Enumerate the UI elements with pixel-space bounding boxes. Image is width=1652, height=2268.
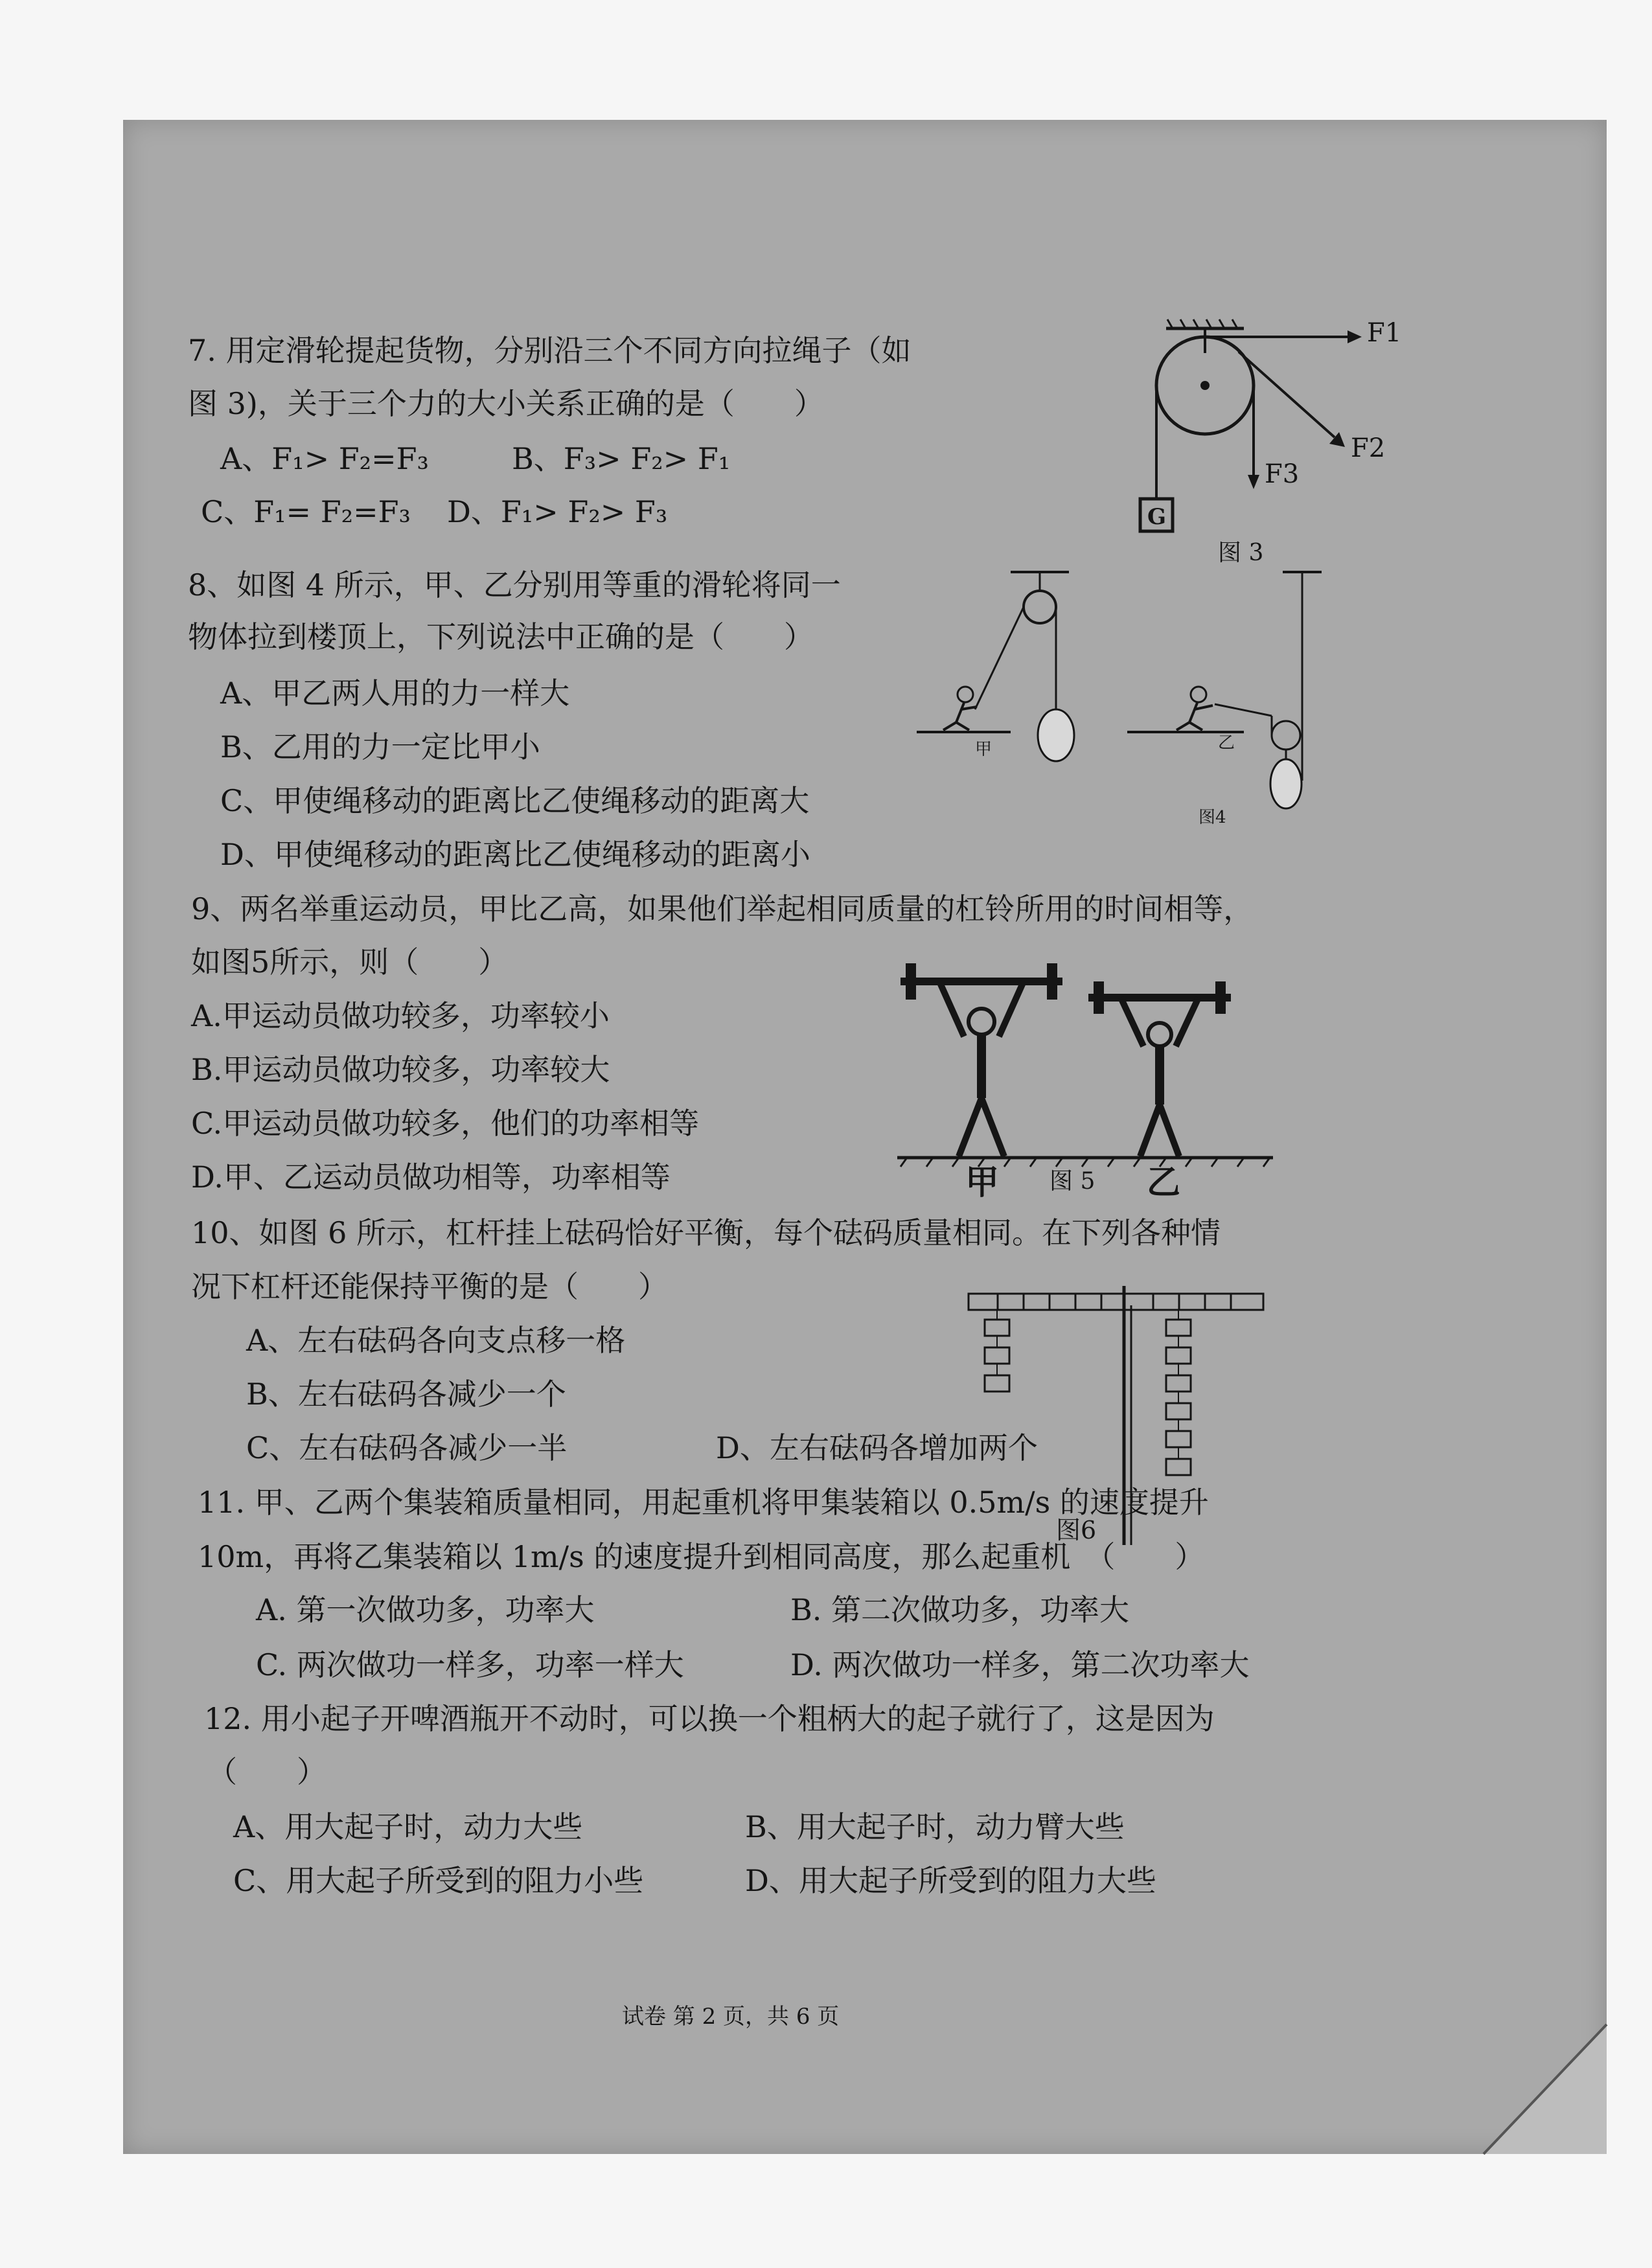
q11-option-b[interactable]: B. 第二次做功多，功率大 xyxy=(790,1592,1130,1627)
q10-option-d[interactable]: D、左右砝码各增加两个 xyxy=(716,1430,1038,1465)
q12-option-d[interactable]: D、用大起子所受到的阻力大些 xyxy=(745,1863,1156,1898)
q8-stem-line-2: 物体拉到楼顶上，下列说法中正确的是（ ） xyxy=(188,619,814,654)
q11-option-a[interactable]: A. 第一次做功多，功率大 xyxy=(256,1592,595,1627)
q10-option-c[interactable]: C、左右砝码各减少一半 xyxy=(246,1430,568,1465)
fig3-force-label-f2: F2 xyxy=(1351,433,1386,463)
fig5-caption: 图 5 xyxy=(1050,1168,1096,1195)
q8-option-d[interactable]: D、甲使绳移动的距离比乙使绳移动的距离小 xyxy=(220,837,810,872)
fig5-label-jia: 甲 xyxy=(965,1163,1000,1202)
q9-option-d[interactable]: D.甲、乙运动员做功相等，功率相等 xyxy=(191,1160,671,1195)
fig3-force-label-f1: F1 xyxy=(1367,318,1402,348)
q9-option-b[interactable]: B.甲运动员做功较多，功率较大 xyxy=(191,1052,610,1087)
q11-option-d[interactable]: D. 两次做功一样多，第二次功率大 xyxy=(790,1647,1250,1682)
q11-option-c[interactable]: C. 两次做功一样多，功率一样大 xyxy=(256,1647,684,1682)
q9-stem-line-2: 如图5所示，则（ ） xyxy=(191,945,509,979)
fig4-label-jia: 甲 xyxy=(975,740,992,759)
q7-option-b[interactable]: B、F₃> F₂> F₁ xyxy=(512,441,731,476)
q12-option-a[interactable]: A、用大起子时，动力大些 xyxy=(233,1809,583,1844)
fig3-caption: 图 3 xyxy=(1218,540,1264,566)
folded-corner xyxy=(1484,2024,1607,2154)
exam-sheet xyxy=(123,120,1607,2154)
page-footer: 试卷 第 2 页，共 6 页 xyxy=(622,2004,840,2030)
fig4-caption: 图4 xyxy=(1199,808,1226,827)
q12-stem-line-1: 12. 用小起子开啤酒瓶开不动时，可以换一个粗柄大的起子就行了，这是因为 xyxy=(204,1701,1215,1736)
q7-option-a[interactable]: A、F₁> F₂=F₃ xyxy=(220,441,429,476)
figure-3-pulley xyxy=(998,314,1402,573)
q11-stem-line-2: 10m，再将乙集装箱以 1m/s 的速度提升到相同高度，那么起重机 （ ） xyxy=(198,1539,1205,1574)
q10-stem-line-2: 况下杠杆还能保持平衡的是（ ） xyxy=(191,1269,668,1304)
q10-option-a[interactable]: A、左右砝码各向支点移一格 xyxy=(246,1323,626,1358)
q7-option-c[interactable]: C、F₁= F₂=F₃ xyxy=(201,494,411,529)
q8-option-b[interactable]: B、乙用的力一定比甲小 xyxy=(220,729,540,764)
q12-stem-line-2: （ ） xyxy=(207,1754,327,1789)
fig3-force-label-f3: F3 xyxy=(1265,459,1300,489)
figure-5-weightlifters xyxy=(894,949,1406,1202)
fig5-label-yi: 乙 xyxy=(1147,1163,1181,1202)
q8-stem-line-1: 8、如图 4 所示，甲、乙分别用等重的滑轮将同一 xyxy=(188,567,841,602)
q8-option-a[interactable]: A、甲乙两人用的力一样大 xyxy=(220,676,570,711)
q9-option-a[interactable]: A.甲运动员做功较多，功率较小 xyxy=(191,998,610,1033)
q9-option-c[interactable]: C.甲运动员做功较多，他们的功率相等 xyxy=(191,1106,700,1141)
q11-stem-line-1: 11. 甲、乙两个集装箱质量相同，用起重机将甲集装箱以 0.5m/s 的速度提升 xyxy=(198,1485,1209,1520)
q9-stem-line-1: 9、两名举重运动员，甲比乙高，如果他们举起相同质量的杠铃所用的时间相等， xyxy=(191,891,1254,926)
figure-4-pulleys xyxy=(913,560,1406,845)
q12-option-b[interactable]: B、用大起子时，动力臂大些 xyxy=(745,1809,1125,1844)
q7-stem-line-1: 7. 用定滑轮提起货物，分别沿三个不同方向拉绳子（如 xyxy=(188,333,912,368)
q7-option-d[interactable]: D、F₁> F₂> F₃ xyxy=(447,494,668,529)
fig6-caption: 图6 xyxy=(1056,1516,1097,1544)
q10-option-b[interactable]: B、左右砝码各减少一个 xyxy=(246,1377,566,1412)
q12-option-c[interactable]: C、用大起子所受到的阻力小些 xyxy=(233,1863,644,1898)
q7-stem-line-2: 图 3)，关于三个力的大小关系正确的是（ ） xyxy=(188,386,824,421)
fig4-label-yi: 乙 xyxy=(1218,733,1235,753)
q8-option-c[interactable]: C、甲使绳移动的距离比乙使绳移动的距离大 xyxy=(220,783,810,818)
q10-stem-line-1: 10、如图 6 所示，杠杆挂上砝码恰好平衡，每个砝码质量相同。在下列各种情 xyxy=(191,1215,1221,1250)
fig3-weight-label: G xyxy=(1147,504,1167,530)
